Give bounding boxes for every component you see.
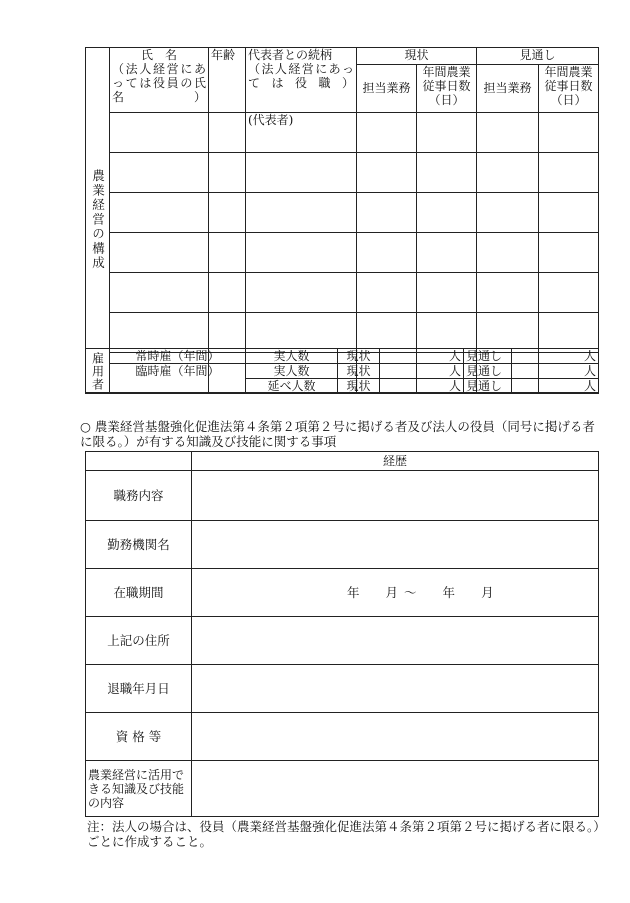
regular-current-value[interactable]: 人 (380, 349, 464, 364)
temporary-outlook-label: 見通し (464, 364, 512, 379)
current-duty-cell[interactable] (357, 273, 417, 313)
outlook-duty-cell[interactable] (477, 153, 539, 193)
member-name-cell[interactable] (110, 233, 209, 273)
outlook-duty-cell[interactable] (477, 113, 539, 153)
tenure-year-1: 年 (347, 584, 360, 600)
current-duty-cell[interactable] (357, 153, 417, 193)
member-name-cell[interactable] (110, 313, 209, 353)
current-days-cell[interactable] (417, 153, 477, 193)
skills-label: 農業経営に活用できる知識及び技能の内容 (86, 761, 192, 817)
temporary-label: 臨時雇（年間） (110, 364, 246, 394)
current-days-cell[interactable] (417, 313, 477, 353)
outlook-days-cell[interactable] (539, 233, 599, 273)
current-duty-cell[interactable] (357, 113, 417, 153)
temporary-current-value[interactable]: 人 (380, 364, 464, 379)
relation-title: 代表者との続柄 (248, 48, 333, 62)
regular-label: 常時雇（年間） (110, 349, 246, 364)
outlook-duty-cell[interactable] (477, 233, 539, 273)
current-days-cell[interactable] (417, 233, 477, 273)
outlook-days-cell[interactable] (539, 273, 599, 313)
name-column-header (110, 48, 209, 113)
current-days-cell[interactable] (417, 193, 477, 233)
age-column-header: 年齢 (209, 48, 246, 113)
total-current-label: 現状 (338, 379, 380, 394)
member-name-cell[interactable] (110, 113, 209, 153)
outlook-days-cell[interactable] (539, 193, 599, 233)
temporary-current-label: 現状 (338, 364, 380, 379)
address-label: 上記の住所 (86, 617, 192, 665)
knowledge-blank-header (86, 452, 192, 471)
member-relation-cell[interactable] (246, 153, 357, 193)
tenure-month-1: 月 (385, 584, 399, 600)
current-duty-cell[interactable] (357, 313, 417, 353)
outlook-duty-cell[interactable] (477, 193, 539, 233)
outlook-duty-cell[interactable] (477, 273, 539, 313)
total-outlook-label: 見通し (464, 379, 512, 394)
retirement-date-field[interactable] (192, 665, 599, 713)
employment-side-label: 雇用者 (86, 349, 110, 394)
regular-actual-label: 実人数 (246, 349, 338, 364)
tenure-month-2: 月 (481, 584, 494, 600)
temporary-outlook-value[interactable]: 人 (512, 364, 599, 379)
tenure-tilde: ～ (404, 584, 417, 600)
member-name-cell[interactable] (110, 153, 209, 193)
current-days-header: 年間農業従事日数（日） (417, 64, 477, 112)
outlook-days-cell[interactable] (539, 313, 599, 353)
composition-side-label: 農業経営の構成 (86, 48, 110, 393)
outlook-header: 見通し (477, 48, 599, 65)
employer-label: 勤務機関名 (86, 521, 192, 569)
qualifications-label: 資 格 等 (86, 713, 192, 761)
member-name-cell[interactable] (110, 193, 209, 233)
current-days-cell[interactable] (417, 273, 477, 313)
total-count-label: 延べ人数 (246, 379, 338, 394)
temporary-actual-label: 実人数 (246, 364, 338, 379)
current-duty-cell[interactable] (357, 233, 417, 273)
member-relation-cell[interactable] (246, 233, 357, 273)
regular-outlook-value[interactable]: 人 (512, 349, 599, 364)
knowledge-section-heading: ○ 農業経営基盤強化促進法第４条第２項第２号に掲げる者及び法人の役員（同号に掲げる者に限る。）が有する知識及び技能に関する事項 (80, 419, 595, 449)
outlook-days-header: 年間農業従事日数（日） (539, 64, 599, 112)
job-content-field[interactable] (192, 471, 599, 521)
member-age-cell[interactable] (209, 313, 246, 353)
qualifications-field[interactable] (192, 713, 599, 761)
address-field[interactable] (192, 617, 599, 665)
regular-outlook-label: 見通し (464, 349, 512, 364)
outlook-duty-cell[interactable] (477, 313, 539, 353)
member-age-cell[interactable] (209, 233, 246, 273)
career-header: 経歴 (192, 452, 599, 471)
total-current-value[interactable]: 人 (380, 379, 464, 394)
skills-field[interactable] (192, 761, 599, 817)
name-sub: （法人経営にあっては役員の氏名） (112, 62, 206, 104)
outlook-days-cell[interactable] (539, 153, 599, 193)
knowledge-table (85, 451, 599, 817)
member-age-cell[interactable] (209, 153, 246, 193)
member-relation-cell[interactable] (246, 313, 357, 353)
tenure-field[interactable] (192, 569, 599, 617)
employment-table (85, 348, 599, 394)
current-header: 現状 (357, 48, 477, 65)
member-age-cell[interactable] (209, 113, 246, 153)
relation-sub: （法人経営にあっては役職） (248, 62, 354, 90)
member-age-cell[interactable] (209, 193, 246, 233)
footnote: 注：法人の場合は、役員（農業経営基盤強化促進法第４条第２項第２号に掲げる者に限る。）ごとに作成すること。 (87, 819, 606, 849)
tenure-year-2: 年 (442, 584, 456, 600)
current-duty-header: 担当業務 (357, 64, 417, 112)
total-outlook-value[interactable]: 人 (512, 379, 599, 394)
outlook-days-cell[interactable] (539, 113, 599, 153)
current-duty-cell[interactable] (357, 193, 417, 233)
tenure-label: 在職期間 (86, 569, 192, 617)
outlook-duty-header: 担当業務 (477, 64, 539, 112)
member-relation-cell[interactable] (246, 193, 357, 233)
retirement-date-label: 退職年月日 (86, 665, 192, 713)
job-content-label: 職務内容 (86, 471, 192, 521)
member-relation-cell[interactable] (246, 273, 357, 313)
relation-column-header (246, 48, 357, 113)
farm-composition-table (85, 47, 599, 393)
name-title: 氏 名 (140, 48, 177, 62)
regular-current-label: 現状 (338, 349, 380, 364)
member-name-cell[interactable] (110, 273, 209, 313)
member-age-cell[interactable] (209, 273, 246, 313)
employer-field[interactable] (192, 521, 599, 569)
member-relation-cell: (代表者) (246, 113, 357, 153)
current-days-cell[interactable] (417, 113, 477, 153)
